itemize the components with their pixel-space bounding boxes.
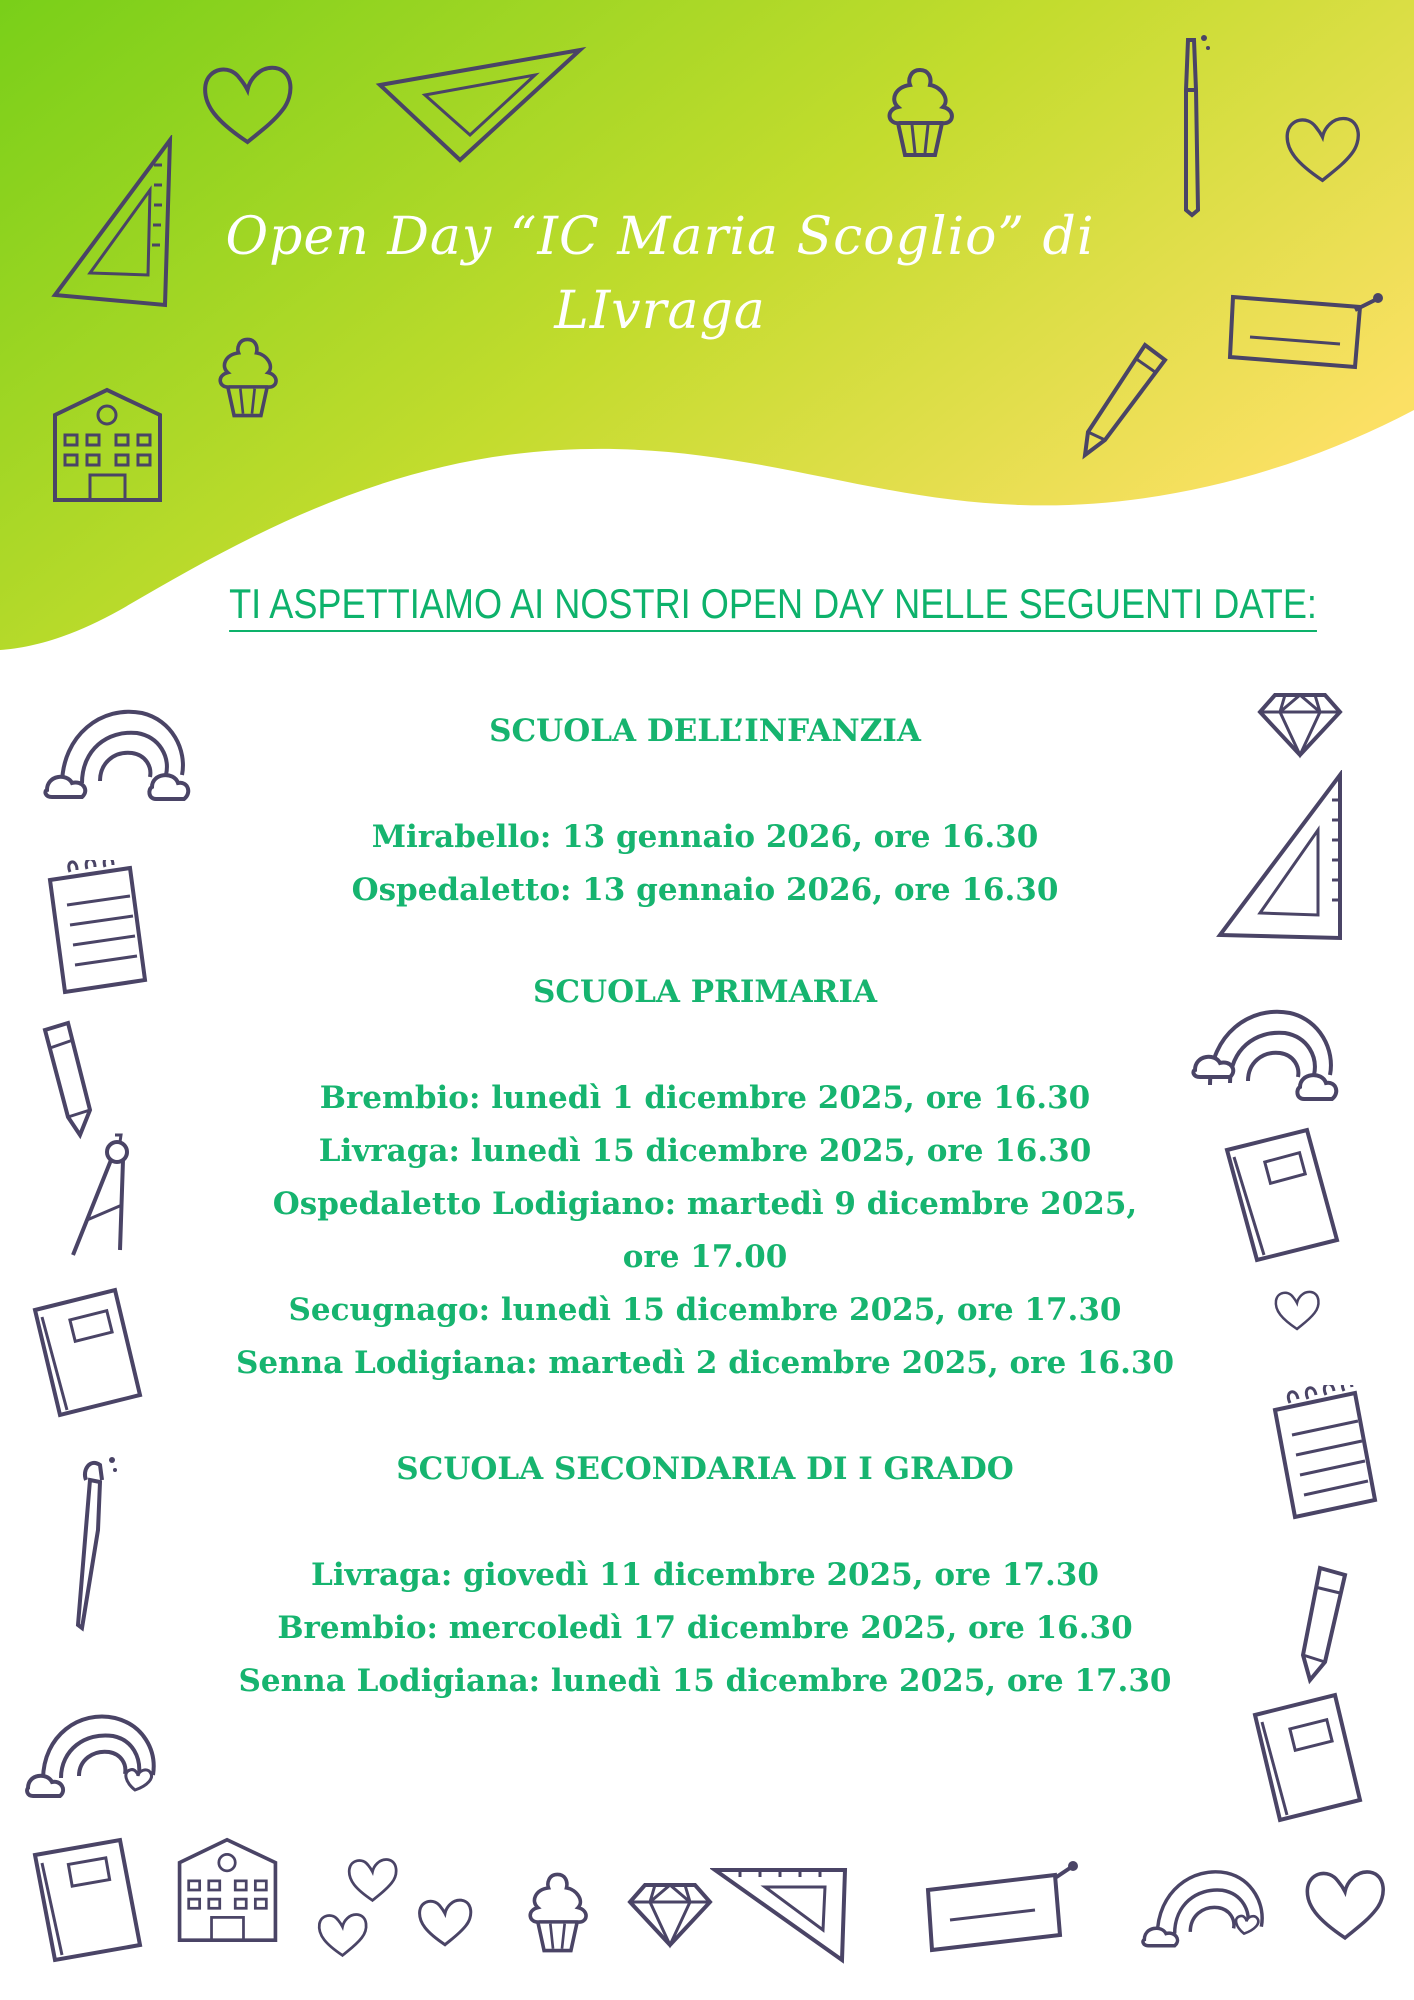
heart-icon	[415, 1895, 475, 1950]
notebook-icon	[1250, 1690, 1365, 1825]
spacer	[110, 758, 1300, 811]
section-heading: SCUOLA PRIMARIA	[533, 974, 877, 1010]
heart-icon	[1272, 1288, 1322, 1333]
page-title	[160, 200, 1160, 348]
set-square-icon	[710, 1865, 850, 1965]
heart-icon	[1280, 112, 1365, 187]
pencil-icon	[1080, 340, 1170, 460]
section-secondaria	[110, 1443, 1300, 1708]
pencil-icon	[40, 1020, 95, 1140]
heart-icon	[345, 1855, 400, 1905]
date-entry: Ospedaletto: 13 gennaio 2026, ore 16.30	[351, 872, 1059, 908]
paintbrush-icon	[60, 1450, 120, 1635]
school-building-icon	[50, 385, 165, 505]
date-entry: Livraga: lunedì 15 dicembre 2025, ore 16.30	[318, 1133, 1092, 1169]
date-entry: ore 17.00	[622, 1239, 788, 1275]
paintbrush-icon	[1168, 30, 1213, 220]
cupcake-icon	[880, 65, 960, 160]
date-entry: Brembio: lunedì 1 dicembre 2025, ore 16.30	[319, 1080, 1091, 1116]
diamond-icon	[1255, 690, 1345, 760]
heart-icon	[195, 60, 300, 150]
diamond-icon	[625, 1880, 715, 1950]
rainbow-icon	[42, 695, 192, 805]
pencil-case-icon	[920, 1860, 1080, 1955]
title-line-1: Open Day “IC Maria Scoglio” di	[225, 207, 1095, 267]
notepad-icon	[1270, 1385, 1380, 1520]
section-primaria	[110, 966, 1300, 1390]
section-heading: SCUOLA DELL’INFANZIA	[489, 713, 921, 749]
ruler-triangle-icon	[1215, 770, 1345, 945]
date-entry: Brembio: mercoledì 17 dicembre 2025, ore 16.30	[277, 1610, 1133, 1646]
date-entry: Livraga: giovedì 11 dicembre 2025, ore 17.30	[311, 1557, 1099, 1593]
pencil-case-icon	[1225, 282, 1385, 372]
date-entry: Senna Lodigiana: martedì 2 dicembre 2025, ore 16.30	[235, 1345, 1175, 1381]
rainbow-hearts-icon	[25, 1700, 165, 1805]
pencil-icon	[1295, 1565, 1350, 1685]
section-heading: SCUOLA SECONDARIA DI I GRADO	[396, 1451, 1014, 1487]
notepad-icon	[45, 860, 150, 995]
cupcake-icon	[520, 1870, 595, 1955]
rainbow-icon	[1190, 995, 1340, 1105]
title-line-2: LIvraga	[554, 281, 766, 341]
section-infanzia	[110, 705, 1300, 917]
intro-subtitle: TI ASPETTIAMO AI NOSTRI OPEN DAY NELLE SEGUENTI DATE:	[229, 580, 1317, 627]
heart-icon	[315, 1910, 370, 1960]
date-entry: Secugnago: lunedì 15 dicembre 2025, ore 17.30	[288, 1292, 1122, 1328]
notebook-icon	[1222, 1125, 1342, 1265]
rainbow-icon	[1140, 1855, 1270, 1955]
notebook-icon	[30, 1835, 145, 1965]
date-entry: Ospedaletto Lodigiano: martedì 9 dicembre 2025,	[272, 1186, 1138, 1222]
notebook-icon	[30, 1285, 145, 1420]
compass-icon	[65, 1130, 145, 1260]
date-entry: Senna Lodigiana: lunedì 15 dicembre 2025, ore 17.30	[238, 1663, 1172, 1699]
heart-icon	[1300, 1865, 1390, 1945]
set-square-icon	[370, 45, 590, 165]
school-building-icon	[175, 1830, 280, 1950]
spacer	[110, 1496, 1300, 1549]
spacer	[110, 1019, 1300, 1072]
date-entry: Mirabello: 13 gennaio 2026, ore 16.30	[371, 819, 1039, 855]
